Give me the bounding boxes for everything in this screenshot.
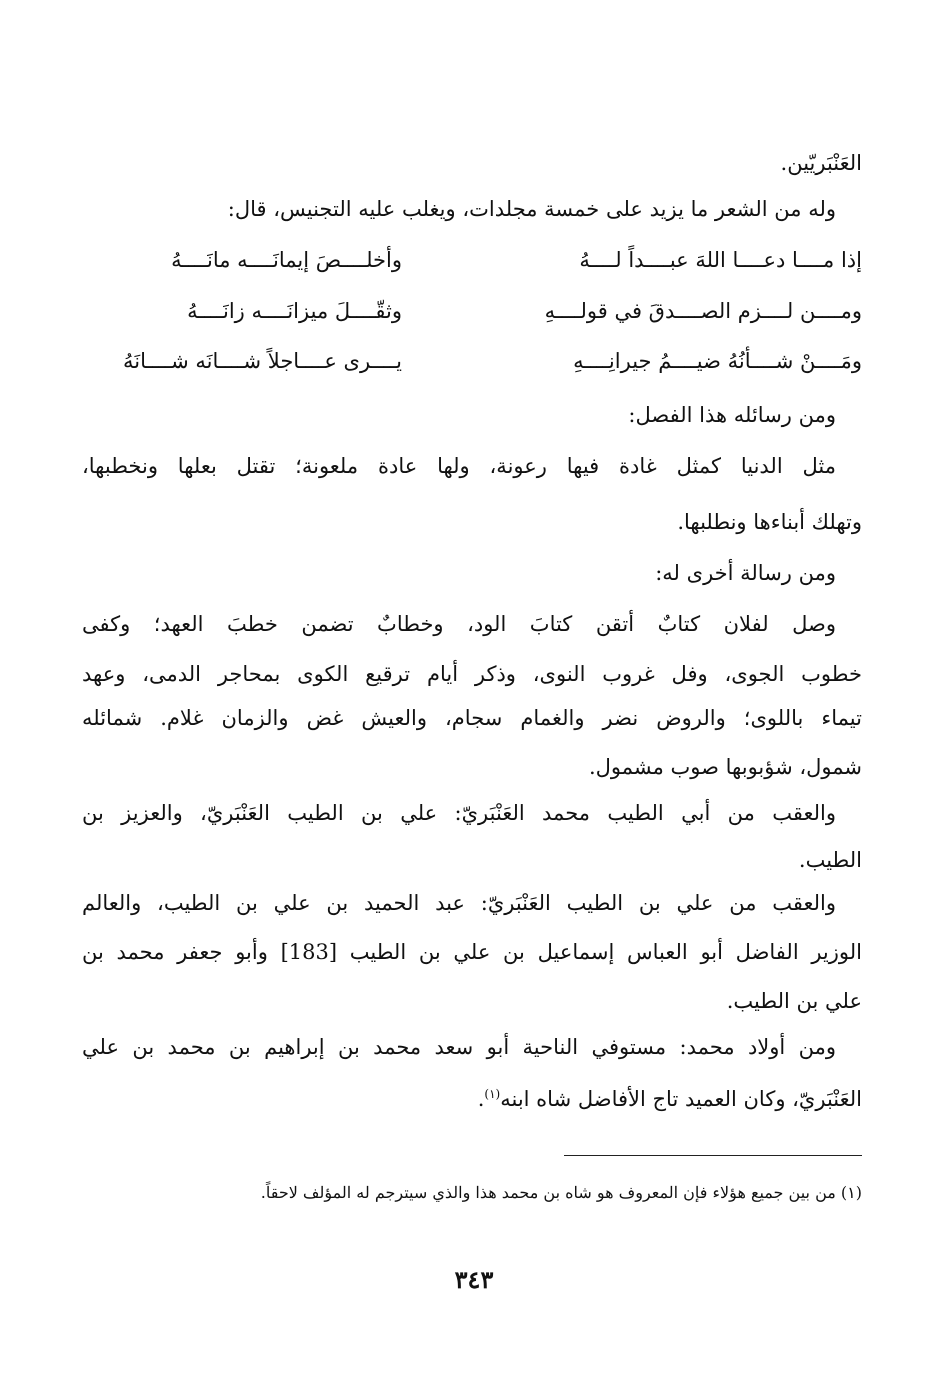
verse-1-first-hemistich: إذا مــــا دعــــا اللهَ عبــــداً لــــهُ (579, 248, 862, 272)
verse-2 (82, 291, 862, 331)
letter-2-line-4: شمول، شؤبوبها صوب مشمول. (588, 755, 862, 779)
footnote-divider (564, 1155, 862, 1156)
verse-2-first-hemistich: ومــــن لــــزم الصــــدقَ في قولــــهِ (544, 299, 862, 323)
letter-1-line-1: مثل الدنيا كمثل غادة فيها رعونة، ولها عادة ملعونة؛ تقتل بعلها ونخطبها، (82, 454, 836, 478)
poetry-intro: وله من الشعر ما يزيد على خمسة مجلدات، ويغلب عليه التجنيس، قال: (227, 197, 836, 221)
verse-3-first-hemistich: ومَــــنْ شــــأنُهُ ضيــــمُ جيرانِــــهِ (573, 349, 862, 373)
verse-1-second-hemistich: وأخلــــصَ إيمانَــــه مانَــــهُ (171, 248, 402, 272)
heading-line: العَنْبَريّين. (780, 151, 862, 175)
verse-3 (82, 341, 862, 381)
lineage-2-line-2: الوزير الفاضل أبو العباس إسماعيل بن علي بن الطيب [183] وأبو جعفر محمد بن (82, 940, 863, 964)
letter-intro-1: ومن رسائله هذا الفصل: (628, 403, 836, 427)
footnote: (١) من بين جميع هؤلاء فإن المعروف هو شاه بن محمد هذا والذي سيترجم له المؤلف لاحقاً. (260, 1183, 862, 1202)
lineage-3-line-2: العَنْبَريّ، وكان العميد تاج الأفاضل شاه ابنه$^{(١)}$. (477, 1087, 862, 1111)
letter-1-line-2: وتهلك أبناءها ونطلبها. (677, 510, 862, 534)
verse-3-second-hemistich: يــــرى عــــاجلاً شــــانَه شــــانَهُ (123, 349, 402, 373)
verse-1 (82, 240, 862, 280)
footnote-marker: (١) (484, 1087, 501, 1101)
lineage-3-line-1: ومن أولاد محمد: مستوفي الناحية أبو سعد محمد بن إبراهيم بن محمد بن علي (82, 1035, 836, 1059)
lineage-2-line-1: والعقب من علي بن الطيب العَنْبَريّ: عبد الحميد بن علي بن الطيب، والعالم (82, 891, 836, 915)
letter-2-line-3: تيماء باللوى؛ والروض نضر والغمام سجام، والعيش غض والزمان غلام. شمائله (82, 706, 862, 730)
letter-intro-2: ومن رسالة أخرى له: (655, 561, 836, 585)
letter-2-line-1: وصل لفلان كتابٌ أتقن كتابَ الود، وخطابٌ تضمن خطبَ العهد؛ وكفى (82, 612, 836, 636)
lineage-2-line-3: علي بن الطيب. (726, 989, 862, 1013)
lineage-1-line-1: والعقب من أبي الطيب محمد العَنْبَريّ: علي بن الطيب العَنْبَريّ، والعزيز بن (82, 801, 836, 825)
lineage-3-line-2-text: العَنْبَريّ، وكان العميد تاج الأفاضل شاه ابنه (500, 1087, 862, 1111)
verse-2-second-hemistich: وثقّــــلَ ميزانَــــه زانَــــهُ (187, 299, 402, 323)
page-number: ٣٤٣ (454, 1265, 494, 1294)
lineage-1-line-2: الطيب. (798, 848, 862, 872)
letter-2-line-2: خطوب الجوى، وفل غروب النوى، وذكر أيام ترقيع الكوى بمحاجر الدمى، وعهد (82, 662, 862, 686)
